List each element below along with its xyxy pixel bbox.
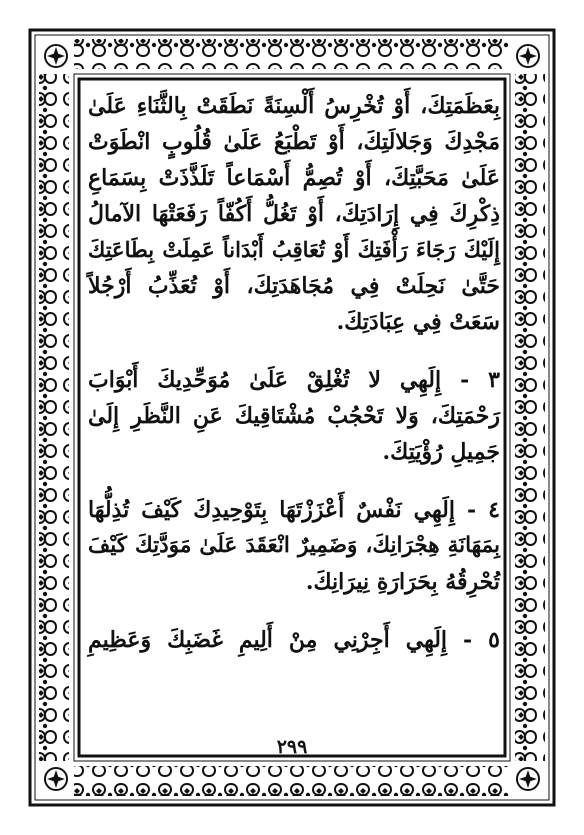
text-line: عَلَىٰ مَحَبَّتِكَ، أَوْ تُصِمُّ أَسْمَاعاً تَلَذَّذَتْ بِسَمَاعِ [88, 165, 500, 191]
text-line: بِعَظَمَتِكَ، أَوْ تُخْرِسُ أَلْسِنَةً نَطَقَتْ بِالثَّنَاءِ عَلَىٰ [88, 93, 500, 119]
text-line: ٥ - إِلَهِي أَجِرْنِي مِنْ أَلِيمِ غَضَبِكَ وَعَظِيمِ [88, 627, 500, 653]
text-line: ذِكْرِكَ فِي إِرَادَتِكَ، أَوْ تَغُلُّ أَكُفّاً رَفَعَتْهَا الآمالُ [88, 201, 500, 227]
text-line: ٣ - إِلَهِي لا تُغْلِقْ عَلَىٰ مُوَحِّدِيكَ أَبْوَابَ [88, 367, 500, 393]
text-line: رَحْمَتِكَ، وَلا تَحْجُبْ مُشْتَاقِيكَ عَنِ النَّظَرِ إِلَىٰ [88, 403, 500, 429]
page-text [88, 88, 500, 738]
text-line: حَتَّىٰ نَحِلَتْ فِي مُجَاهَدَتِكَ، أَوْ تُعَذِّبُ أَرْجُلاً [88, 273, 500, 299]
text-line: بِمَهَانَةِ هِجْرَانِكَ، وَضَمِيرٌ انْعَقَدَ عَلَىٰ مَوَدَّتِكَ كَيْفَ [88, 533, 500, 558]
page-number: ٢٩٩ [276, 736, 308, 758]
text-line: إِلَيْكَ رَجَاءَ رَأْفَتِكَ أَوْ تُعَاقِبُ أَبْدَاناً عَمِلَتْ بِطَاعَتِكَ [88, 237, 500, 262]
text-line: ٤ - إِلَهِي نَفْسٌ أَعْزَزْتَهَا بِتَوْحِيدِكَ كَيْفَ تُذِلُّهَا [88, 497, 500, 523]
text-line: جَمِيلِ رُؤْيَتِكَ. [382, 439, 500, 465]
text-line: مَجْدِكَ وَجَلالَتِكَ، أَوْ تَطْبَعُ عَلَىٰ قُلُوبٍ انْطَوَتْ [88, 129, 500, 155]
text-line: سَعَتْ فِي عِبَادَتِكَ. [336, 309, 500, 335]
text-line: تُحْرِقُهُ بِحَرَارَةِ نِيرَانِكَ. [305, 569, 500, 595]
